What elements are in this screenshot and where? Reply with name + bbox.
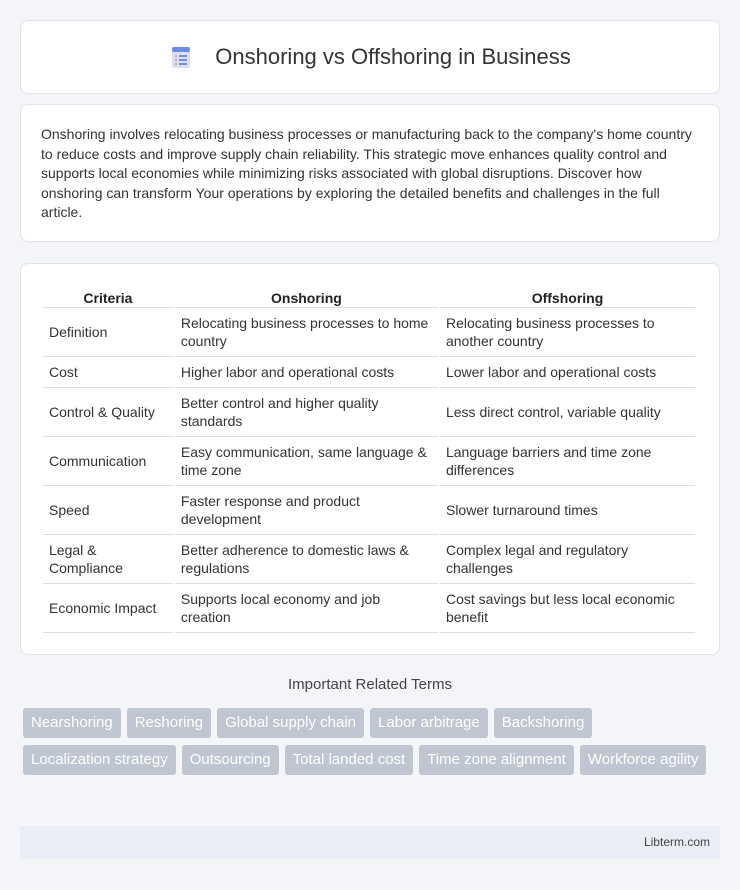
term-tag-global-supply-chain[interactable]: Global supply chain xyxy=(217,708,364,738)
term-tag-labor-arbitrage[interactable]: Labor arbitrage xyxy=(370,708,488,738)
table-cell: Cost xyxy=(43,357,173,388)
related-terms-title: Important Related Terms xyxy=(288,676,452,693)
document-list-icon xyxy=(169,45,193,69)
table-row xyxy=(43,437,695,486)
term-tag-outsourcing[interactable]: Outsourcing xyxy=(182,745,279,775)
header-offshoring: Offshoring xyxy=(440,286,695,308)
table-row xyxy=(43,584,695,633)
header-onshoring: Onshoring xyxy=(175,286,438,308)
table-row xyxy=(43,535,695,584)
term-tag-localization-strategy[interactable]: Localization strategy xyxy=(23,745,176,775)
table-cell: Speed xyxy=(43,486,173,535)
table-cell: Supports local economy and job creation xyxy=(175,584,438,633)
table-cell: Easy communication, same language & time zone xyxy=(175,437,438,486)
table-cell: Better control and higher quality standards xyxy=(175,388,438,437)
table-header-row xyxy=(43,286,695,308)
comparison-table xyxy=(41,286,697,633)
table-cell: Relocating business processes to another country xyxy=(440,308,695,357)
table-cell: Definition xyxy=(43,308,173,357)
table-row xyxy=(43,308,695,357)
table-row xyxy=(43,388,695,437)
term-tag-workforce-agility[interactable]: Workforce agility xyxy=(580,745,707,775)
table-cell: Lower labor and operational costs xyxy=(440,357,695,388)
table-cell: Higher labor and operational costs xyxy=(175,357,438,388)
table-cell: Better adherence to domestic laws & regulations xyxy=(175,535,438,584)
term-tag-nearshoring[interactable]: Nearshoring xyxy=(23,708,121,738)
footer xyxy=(20,826,720,859)
table-cell: Relocating business processes to home country xyxy=(175,308,438,357)
table-cell: Slower turnaround times xyxy=(440,486,695,535)
term-tag-total-landed-cost[interactable]: Total landed cost xyxy=(285,745,414,775)
term-tag-time-zone-alignment[interactable]: Time zone alignment xyxy=(419,745,574,775)
comparison-table-card xyxy=(20,263,720,655)
table-cell: Communication xyxy=(43,437,173,486)
table-cell: Cost savings but less local economic benefit xyxy=(440,584,695,633)
term-tag-backshoring[interactable]: Backshoring xyxy=(494,708,593,738)
footer-site-link[interactable]: Libterm.com xyxy=(643,835,710,849)
header-criteria: Criteria xyxy=(43,286,173,308)
table-cell: Economic Impact xyxy=(43,584,173,633)
table-cell: Complex legal and regulatory challenges xyxy=(440,535,695,584)
table-row xyxy=(43,486,695,535)
related-terms-list xyxy=(23,708,723,775)
table-cell: Control & Quality xyxy=(43,388,173,437)
table-cell: Language barriers and time zone differences xyxy=(440,437,695,486)
table-row xyxy=(43,357,695,388)
term-tag-reshoring[interactable]: Reshoring xyxy=(127,708,211,738)
intro-card xyxy=(20,104,720,242)
intro-text: Onshoring involves relocating business processes or manufacturing back to the company's home country to reduce costs and improve supply chain reliability. This strategic move enhances quality control and supports local economies while minimizing risks associated with global disruptions. Discover how onshoring can transform Your operations by exploring the detailed benefits and challenges in the full article. xyxy=(41,126,692,221)
header-card xyxy=(20,20,720,94)
table-cell: Faster response and product development xyxy=(175,486,438,535)
page-title: Onshoring vs Offshoring in Business xyxy=(215,44,571,69)
table-cell: Legal & Compliance xyxy=(43,535,173,584)
table-cell: Less direct control, variable quality xyxy=(440,388,695,437)
